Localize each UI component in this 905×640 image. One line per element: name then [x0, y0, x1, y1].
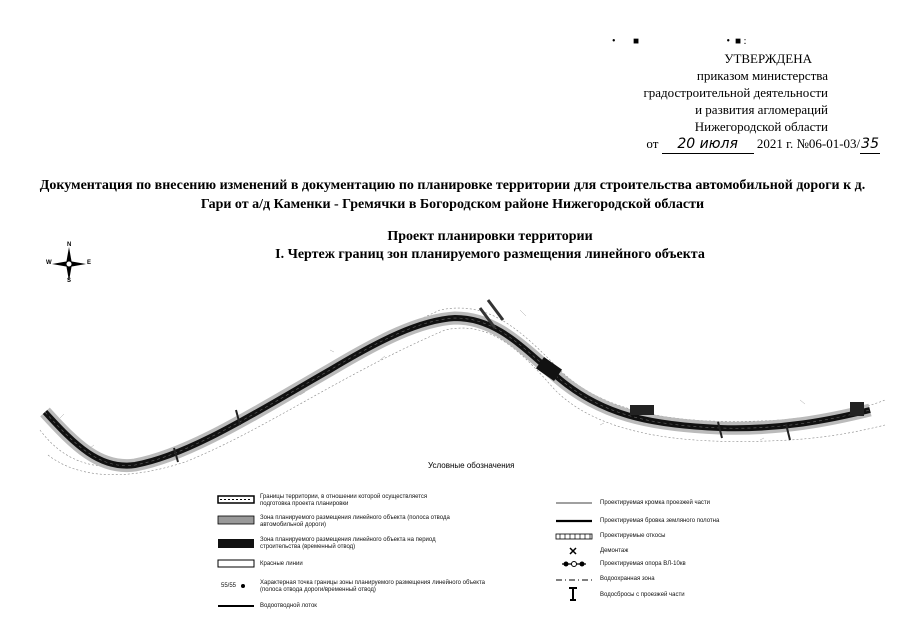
legend-item-demolition: Демонтаж [600, 548, 629, 554]
legend-item-slopes: Проектируемые откосы [600, 533, 666, 539]
approval-line-3: и развития агломераций [695, 102, 828, 117]
legend-item-boundary-point: Характерная точка границы зоны планируемого размещения линейного объекта (полоса отвода дороги/временный отвод) [260, 580, 486, 593]
legend-title: Условные обозначения [428, 461, 515, 470]
legend-item-road-zone: Зона планируемого размещения линейного объекта (полоса отвода автомобильной дороги) [260, 515, 450, 528]
legend-item-carriageway-edge: Проектируемая кромка проезжей части [600, 500, 711, 506]
approval-line-1: приказом министерства [696, 68, 828, 83]
date-prefix: от [646, 136, 659, 151]
date-suffix: 2021 г. №06-01-03/ [756, 136, 861, 151]
date-handwritten: 20 июля [662, 136, 754, 154]
compass-s: S [67, 278, 72, 284]
number-handwritten: 35 [861, 136, 879, 152]
approval-title: УТВЕРЖДЕНА [724, 51, 812, 66]
document-title: Документация по внесению изменений в документацию по планировке территории для строительства автомобильной дороги к д. Гари от а/д Каменки - Гремячки в Богородском районе Нижегородской области [39, 178, 866, 212]
legend-item-drain-tray: Водоотводной лоток [260, 603, 317, 609]
compass-e: E [87, 260, 92, 266]
legend-item-red-lines: Красные линии [260, 561, 303, 567]
legend-item-temporary-zone: Зона планируемого размещения линейного объекта на период строительства (временный отвод) [260, 537, 436, 550]
legend-point-label: 55/55 [221, 583, 237, 589]
project-title: Проект планировки территории [387, 229, 593, 244]
approval-line-2: градостроительной деятельности [643, 85, 828, 100]
legend-item-culverts: Водосбросы с проезжей части [600, 592, 685, 598]
legend-item-roadbed-edge: Проектируемая бровка земляного полотна [600, 518, 720, 524]
compass-n: N [67, 242, 72, 248]
road-corridor [45, 300, 870, 466]
approval-line-4: Нижегородской области [694, 119, 828, 134]
legend-item-water-protection: Водоохранная зона [600, 576, 655, 582]
scan-marks: • ■ • ■ : [612, 36, 747, 47]
legend-item-boundary: Границы территории, в отношении которой осуществляется подготовка проекта планировки [260, 494, 428, 507]
drawing-title: I. Чертеж границ зон планируемого размещения линейного объекта [275, 247, 705, 262]
compass-w: W [46, 260, 52, 266]
legend-item-power-pole: Проектируемая опора ВЛ-10кв [600, 561, 686, 567]
